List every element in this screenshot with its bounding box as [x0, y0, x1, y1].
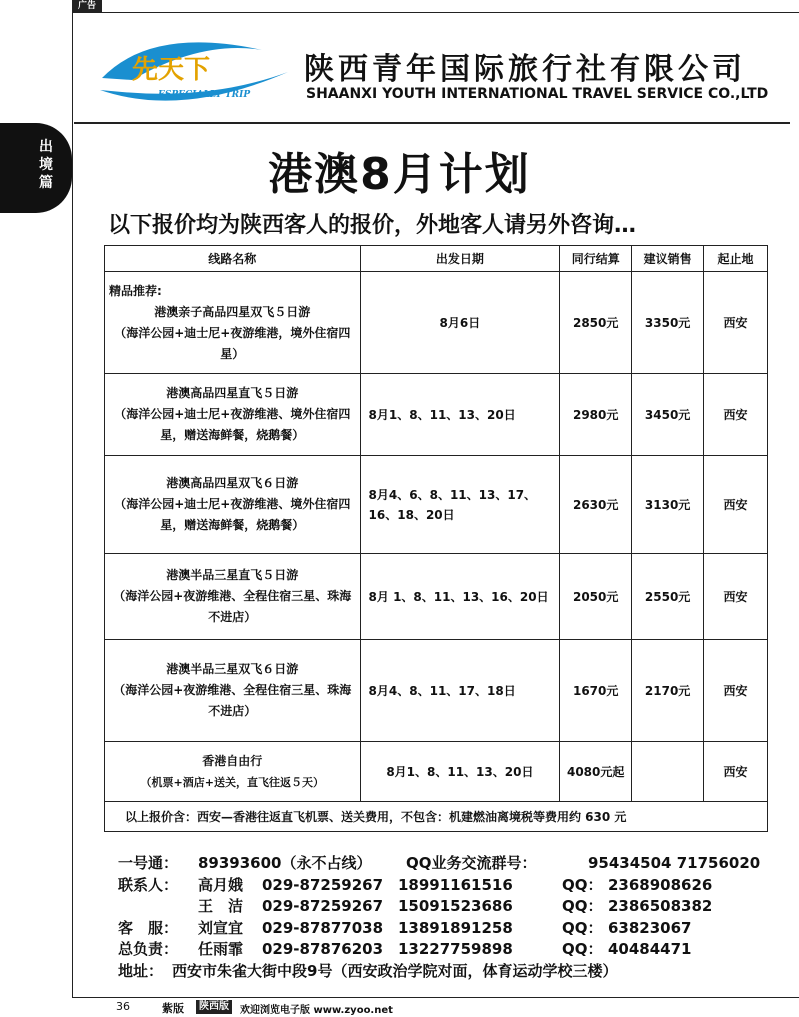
contact-line [118, 896, 788, 918]
logo-en-text: ESPECIALLY TRIP [158, 90, 251, 100]
contact-qq: 2386508382 [608, 897, 713, 915]
origin-city: 西安 [704, 742, 768, 802]
trade-price: 1670元 [560, 640, 632, 742]
service-line [118, 918, 788, 940]
contact-qq-label: QQ： [562, 875, 603, 894]
recommend-label: 精品推荐: [109, 283, 162, 298]
trade-price: 2630元 [560, 456, 632, 554]
header-divider [74, 122, 790, 124]
logo-cn-text: 先天下 [132, 55, 211, 85]
route-note: （海洋公园+夜游维港、全程住宿三星、珠海不进店） [113, 683, 352, 718]
route-cell [105, 640, 361, 742]
edition-label: 紫版 [162, 1002, 184, 1015]
departure-dates: 8月4、6、8、11、13、17、16、18、20日 [360, 456, 560, 554]
table-footer-row [105, 802, 768, 832]
company-header [74, 16, 790, 118]
departure-dates: 8月6日 [360, 272, 560, 374]
tour-price-table [104, 245, 768, 832]
col-header-route: 线路名称 [105, 246, 361, 272]
route-cell [105, 272, 361, 374]
origin-city: 西安 [704, 272, 768, 374]
contact-line [118, 875, 788, 897]
service-mobile: 13891891258 [398, 918, 513, 937]
route-cell [105, 742, 361, 802]
route-cell [105, 554, 361, 640]
service-name: 刘宣宜 [198, 918, 244, 937]
col-header-city: 起止地 [704, 246, 768, 272]
route-name: 港澳高品四星双飞６日游 [166, 476, 299, 490]
address-label: 地址： [118, 961, 164, 980]
retail-price: 3130元 [632, 456, 704, 554]
contact-name: 高月娥 [198, 875, 244, 894]
page-footer [0, 998, 799, 1017]
service-label: 客 服： [118, 918, 179, 937]
route-name: 香港自由行 [202, 753, 263, 768]
contact-mobile: 15091523686 [398, 897, 513, 915]
hotline-number: 89393600（永不占线） [198, 854, 372, 872]
side-tab-label: 出境篇 [39, 139, 53, 191]
address-text: 西安市朱雀大街中段9号（西安政治学院对面，体育运动学校三楼） [172, 961, 618, 980]
page-number: 36 [116, 1000, 130, 1013]
address-line [118, 961, 788, 983]
route-name: 港澳亲子高品四星双飞５日游 [154, 304, 311, 319]
company-name-en: SHAANXI YOUTH INTERNATIONAL TRAVEL SERVICE CO.,LTD [306, 86, 769, 102]
price-includes-note: 以上报价含：西安—香港往返直飞机票、送关费用，不包含：机建燃油离境税等费用约 630 元 [105, 802, 768, 832]
table-row [105, 272, 768, 374]
table-row [105, 640, 768, 742]
col-header-retail: 建议销售 [632, 246, 704, 272]
contact-phone: 029-87259267 [262, 875, 384, 894]
manager-qq: 40484471 [608, 940, 692, 958]
route-note: （海洋公园+夜游维港、全程住宿三星、珠海不进店） [113, 589, 352, 624]
page-title: 港澳8月计划 [268, 149, 531, 200]
route-name: 港澳半品三星直飞５日游 [166, 568, 299, 582]
col-header-trade: 同行结算 [560, 246, 632, 272]
origin-city: 西安 [704, 640, 768, 742]
route-name: 港澳半品三星双飞６日游 [166, 662, 299, 676]
table-row [105, 374, 768, 456]
departure-dates: 8月1、8、11、13、20日 [360, 742, 560, 802]
retail-price: 3350元 [632, 272, 704, 374]
manager-line [118, 939, 788, 961]
company-logo [92, 20, 292, 116]
origin-city: 西安 [704, 374, 768, 456]
route-note: （海洋公园+迪士尼+夜游维港，境外住宿四星） [114, 325, 351, 361]
table-row [105, 554, 768, 640]
service-qq: 63823067 [608, 918, 692, 937]
contact-label: 联系人： [118, 875, 179, 894]
route-note: （海洋公园+迪士尼+夜游维港、境外住宿四星，赠送海鲜餐，烧鹅餐） [114, 407, 351, 442]
qq-group-label: QQ业务交流群号： [406, 854, 537, 872]
service-qq-label: QQ： [562, 918, 603, 937]
col-header-dates: 出发日期 [360, 246, 560, 272]
contact-qq: 2368908626 [608, 875, 713, 894]
route-cell [105, 374, 361, 456]
logo-swoosh-icon [92, 20, 292, 116]
manager-name: 任雨霏 [198, 940, 244, 958]
ad-tag: 广告 [72, 0, 102, 13]
website-message: 欢迎浏览电子版 www.zyoo.net [240, 1005, 393, 1016]
table-row [105, 456, 768, 554]
trade-price: 2980元 [560, 374, 632, 456]
contact-qq-label: QQ： [562, 897, 603, 915]
retail-price: 3450元 [632, 374, 704, 456]
manager-phone: 029-87876203 [262, 940, 384, 958]
route-cell [105, 456, 361, 554]
contact-name: 王 洁 [198, 897, 244, 915]
qq-group-number: 95434504 71756020 [588, 854, 761, 872]
retail-price [632, 742, 704, 802]
table-row [105, 742, 768, 802]
origin-city: 西安 [704, 456, 768, 554]
origin-city: 西安 [704, 554, 768, 640]
route-note: （机票+酒店+送关，直飞往返５天） [140, 775, 324, 789]
route-note: （海洋公园+迪士尼+夜游维港、境外住宿四星，赠送海鲜餐，烧鹅餐） [114, 497, 351, 532]
departure-dates: 8月1、8、11、13、20日 [360, 374, 560, 456]
retail-price: 2550元 [632, 554, 704, 640]
contact-block [118, 853, 788, 982]
trade-price: 2050元 [560, 554, 632, 640]
retail-price: 2170元 [632, 640, 704, 742]
page-subtitle: 以下报价均为陕西客人的报价，外地客人请另外咨询… [108, 213, 637, 238]
trade-price: 2850元 [560, 272, 632, 374]
hotline-label: 一号通： [118, 854, 179, 872]
manager-mobile: 13227759898 [398, 940, 513, 958]
manager-label: 总负责： [118, 940, 179, 958]
company-name-cn: 陕西青年国际旅行社有限公司 [304, 52, 746, 87]
service-phone: 029-87877038 [262, 918, 384, 937]
route-name: 港澳高品四星直飞５日游 [166, 386, 299, 400]
edition-badge: 陕西版 [196, 1000, 232, 1014]
contact-mobile: 18991161516 [398, 875, 513, 894]
contact-phone: 029-87259267 [262, 897, 384, 915]
table-header-row [105, 246, 768, 272]
departure-dates: 8月4、8、11、17、18日 [360, 640, 560, 742]
manager-qq-label: QQ： [562, 940, 603, 958]
departure-dates: 8月 1、8、11、13、16、20日 [360, 554, 560, 640]
trade-price: 4080元起 [560, 742, 632, 802]
hotline-line [118, 853, 788, 875]
